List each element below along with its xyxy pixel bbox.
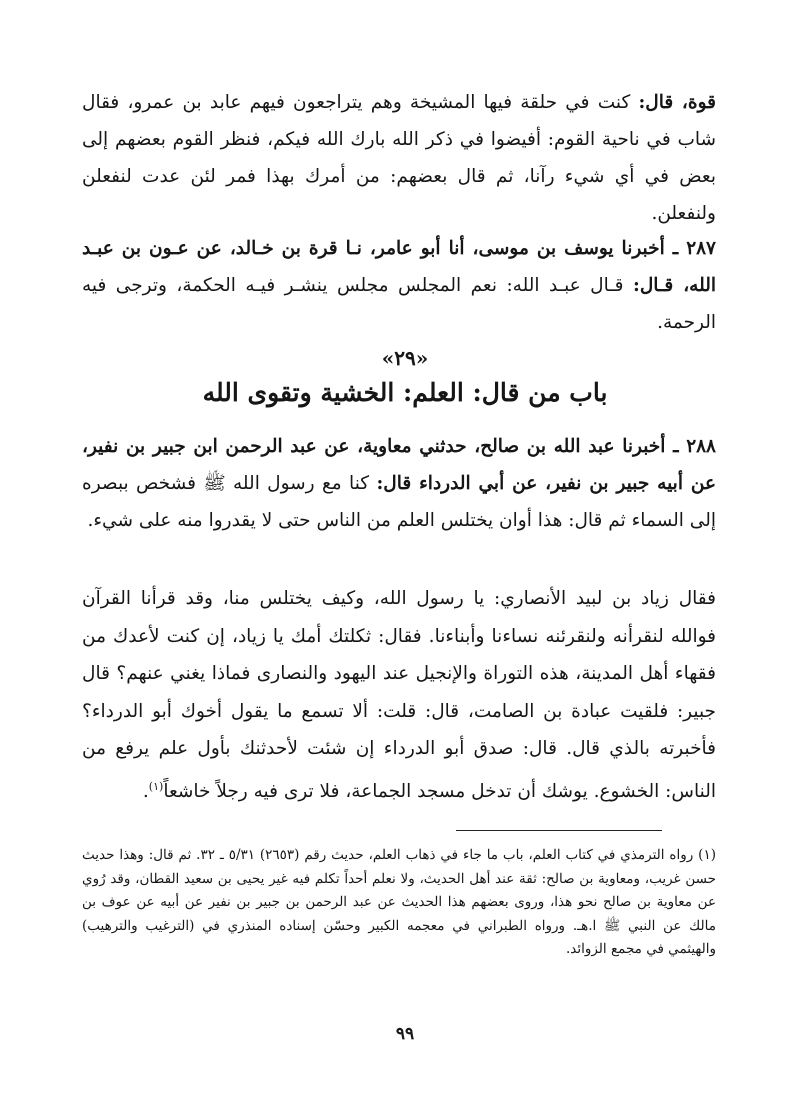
footnote-text: (١) رواه الترمذي في كتاب العلم، باب ما جاء في ذهاب العلم، حديث رقم (٢٦٥٣) ٥/٣١ ـ ٣٢. ثم قال: وهذا حديث حسن غريب، ومعاوية بن صالح: ثقة عند أهل الحديث، ولا نعلم أحداً تكلم فيه غير يحيى بن سعيد القطان، وقد رُوي عن معاوية بن صالح نحو هذا، وروى بعضهم هذا الحديث عن عبد الرحمن بن جبير بن نفير عن أبيه عن عوف بن مالك عن النبي ﷺ ا.هـ. ورواه الطبراني في معجمه الكبير وحسّن إسناده المنذري في (الترغيب والترهيب) والهيثمي في مجمع الزوائد. (82, 847, 716, 957)
hadith-288-text: كنا مع رسول الله ﷺ فشخص ببصره إلى السماء ثم قال: هذا أوان يختلس العلم من الناس حتى لا يقدروا منه على شيء. (82, 473, 716, 531)
footnote-marker: (١) (148, 779, 164, 793)
page-number: ٩٩ (395, 1024, 415, 1044)
footnote (82, 844, 716, 962)
footnote-separator (456, 830, 662, 831)
hadith-288 (82, 428, 716, 539)
intro-lead: قوة، قال: (638, 92, 716, 113)
chapter-title: باب من قال: العلم: الخشية وتقوى الله (202, 378, 608, 407)
ziyad-text: فقال زياد بن لبيد الأنصاري: يا رسول الله، وكيف يختلس منا، وقد قرأنا القرآن فوالله لنقرأنه ولنقرئنه نساءنا وأبناءنا. فقال: ثكلتك أمك يا زياد، إن كنت لأعدك من فقهاء أهل المدينة، هذه التوراة والإنجيل عند اليهود والنصارى فماذا يغني عنهم؟ قال جبير: فلقيت عبادة بن الصامت، قال: قلت: ألا تسمع ما يقول أخوك أبو الدرداء؟ فأخبرته بالذي قال. قال: صدق أبو الدرداء إن شئت لأحدثنك بأول علم يرفع من الناس: الخشوع. يوشك أن تدخل مسجد الجماعة، فلا ترى فيه رجلاً خاشعاً (82, 588, 716, 802)
hadith-287-text: قـال عبـد الله: نعم المجلس مجلس ينشـر فيـه الحكمة، وترجى فيه الرحمة. (82, 275, 716, 333)
intro-text: كنت في حلقة فيها المشيخة وهم يتراجعون فيهم عابد بن عمرو، فقال شاب في ناحية القوم: أفيضوا في ذكر الله بارك الله فيكم، فنظر القوم بعضهم إلى بعض في أي شيء رآنا، ثم قال بعضهم: من أمرك بهذا فمر لئن عدت لنفعلن ولنفعلن. (82, 92, 716, 224)
hadith-288-chain: ٢٨٨ ـ أخبرنا عبد الله بن صالح، حدثني معاوية، عن عبد الرحمن ابن جبير بن نفير، عن أبيه جبير بن نفير، عن أبي الدرداء قال: (82, 436, 717, 494)
chapter-number: «٢٩» (381, 346, 429, 370)
hadith-287 (82, 230, 716, 341)
ziyad-paragraph (82, 580, 716, 810)
hadith-287-chain: ٢٨٧ ـ أخبرنا يوسف بن موسى، أنا أبو عامر، نـا قرة بن خـالد، عن عـون بن عبـد الله، قـال: (82, 238, 716, 296)
intro-paragraph (82, 84, 716, 232)
ziyad-end: . (142, 780, 149, 802)
